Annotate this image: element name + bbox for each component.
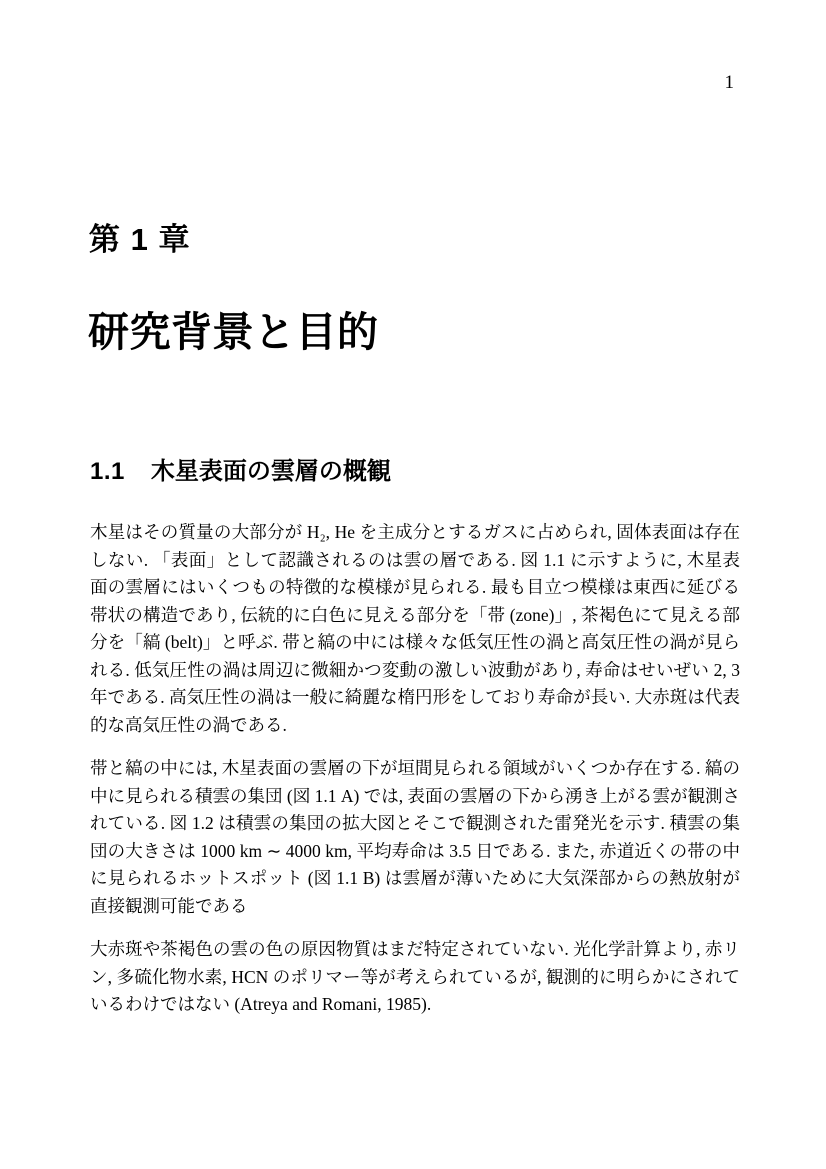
section-heading xyxy=(90,458,391,487)
paragraph-cloud-gaps: 帯と縞の中には, 木星表面の雲層の下が垣間見られる領域がいくつか存在する. 縞の中に見られる積雲の集団 (図 1.1 A) では, 表面の雲層の下から湧き上がる雲が観測されている. 図 1.2 は積雲の集団の拡大図とそこで観測された雷発光を示す. 積雲の集団の大きさは 1000 km ∼ 4000 km, 平均寿命は 3.5 日である. また, 赤道近くの帯の中に見られるホットスポット (図 1.1 B) は雲層が薄いために大気深部からの熱放射が直接観測可能である xyxy=(90,758,740,916)
section-number: 1.1 xyxy=(90,458,125,485)
page-header xyxy=(90,72,734,95)
chapter-title: 研究背景と目的 xyxy=(88,309,379,355)
paragraph-cloud-color: 大赤斑や茶褐色の雲の色の原因物質はまだ特定されていない. 光化学計算より, 赤リン, 多硫化物水素, HCN のポリマー等が考えられているが, 観測的に明らかにされているわけではない (Atreya and Romani, 1985). xyxy=(90,939,740,1014)
body-text xyxy=(90,519,740,1019)
chapter-label: 第 1 章 xyxy=(89,222,191,257)
section-title: 木星表面の雲層の概観 xyxy=(150,458,391,485)
page-number: 1 xyxy=(724,72,734,93)
paragraph-jupiter-overview: 木星はその質量の大部分が H₂, He を主成分とするガスに占められ, 固体表面は存在しない. 「表面」として認識されるのは雲の層である. 図 1.1 に示すように, 木星表面の雲層にはいくつもの特徴的な模様が見られる. 最も目立つ模様は東西に延びる帯状の構造であり, 伝統的に白色に見える部分を「帯 (zone)」, 茶褐色にて見える部分を「縞 (belt)」と呼ぶ. 帯と縞の中には様々な低気圧性の渦と高気圧性の渦が見られる. 低気圧性の渦は周辺に微細かつ変動の激しい波動があり, 寿命はせいぜい 2, 3 年である. 高気圧性の渦は一般に綺麗な楕円形をしており寿命が長い. 大赤斑は代表的な高気圧性の渦である. xyxy=(90,522,740,735)
